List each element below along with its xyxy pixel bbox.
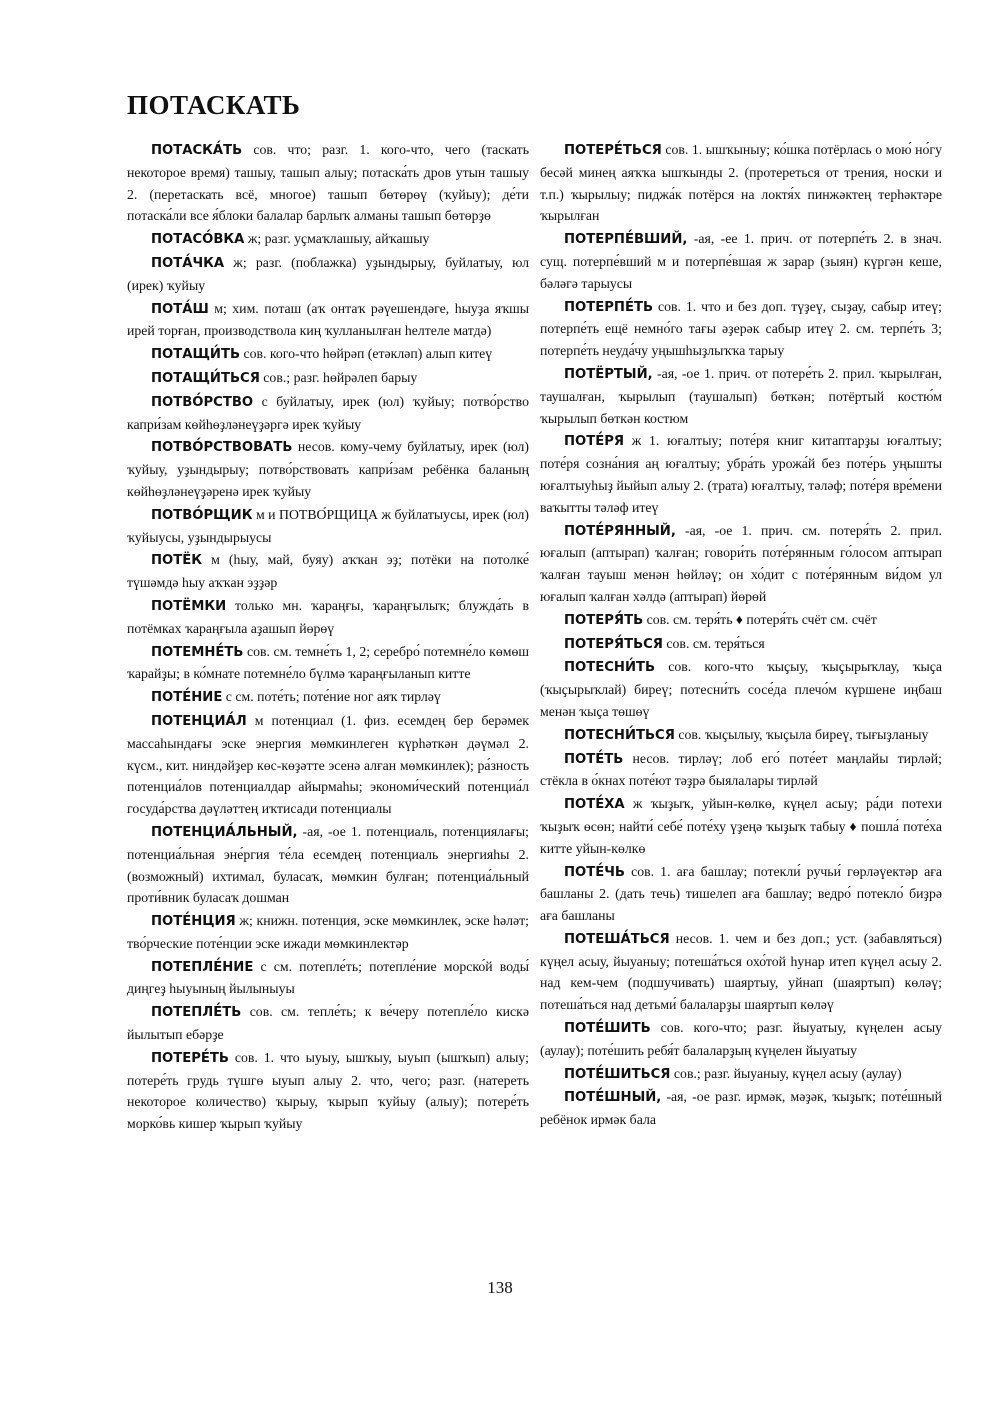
entry-headword: ПОТЕРПЕ́ВШИЙ, [564, 232, 688, 248]
entry-headword: ПОТЕРЕ́ТЬСЯ [564, 143, 662, 158]
dictionary-entry [127, 595, 529, 640]
entry-headword: ПОТЕМНЕ́ТЬ [151, 644, 244, 660]
dictionary-entry [127, 1047, 529, 1135]
dictionary-entry [540, 1086, 942, 1131]
entry-definition: сов. кого-что ҡыҫыу, ҡыҫырыҡлау, ҡыҫа (ҡыҫырыҡлай) биреү; потесни́ть сосе́да плечо́м күршене иңбаш менән ҡыҫа төшөү [540, 659, 942, 719]
entry-definition: м и ПОТВО́РЩИЦА ж буйлатыусы, ирек (юл) ҡуйыусы, уҙындырыусы [127, 506, 529, 545]
entry-headword: ПОТЁК [151, 553, 203, 569]
entry-headword: ПОТЕНЦИА́Л [151, 713, 247, 729]
entry-definition: сов. см. теря́ться [662, 635, 765, 651]
dictionary-entry [127, 956, 529, 1001]
entry-headword: ПОТЕ́ЧЬ [564, 864, 625, 880]
entry-definition: несов. 1. чем и без доп.; уст. (забавляться) күңел асыу, йыуаныу; потеша́ться охо́той һунар итеп күңел асыу 2. над кем-чем (подшучивать) шаяртыу, уйнап (шаяртып) көләү; потеша́ться над детьми́ балаларҙы шаяртып көләү [540, 930, 942, 1013]
entry-headword: ПОТЕСНИ́ТЬСЯ [564, 727, 675, 743]
dictionary-entry [540, 520, 942, 608]
entry-headword: ПОТАСО́ВКА [151, 232, 245, 248]
dictionary-entry [127, 252, 529, 297]
dictionary-entry [540, 724, 942, 747]
entry-definition: сов. что; разг. 1. кого-что, чего (таскать некоторое время) ташыу, ташып алыу; потаска́ть дров утын ташыу 2. (перетаскать всё, многое) ташып бөтөрөү (ҡуйыу); де́ти потаска́ли все я́блоки балалар барлыҡ алманы ташып бөтөрҙө [127, 142, 529, 224]
entry-headword: ПОТЕРЯ́ТЬСЯ [564, 636, 663, 652]
entry-headword: ПОТЕСНИ́ТЬ [564, 660, 656, 676]
dictionary-entry [540, 1017, 942, 1062]
entry-headword: ПОТЁМКИ [151, 598, 227, 614]
entry-definition: сов. 1. аға башлау; потекли́ ручьи́ гөрләүектәр аға башланы 2. (дать течь) тишелеп аға башлау; ведро́ потекло́ биҙрә аға башланы [540, 863, 942, 924]
entry-definition: несов. кому-чему буйлатыу, ирек (юл) ҡуйыу, уҙындырыу; потво́рствовать капри́зам ребёнка баланың көйһөҙләнеүҙәренә ирек ҡуйыу [127, 439, 529, 499]
entry-definition: м (һыу, май, буяу) аҡҡан эҙ; потёки на потолке́ түшәмдә һыу аҡҡан эҙҙәр [127, 552, 529, 591]
dictionary-entry [540, 928, 942, 1016]
dictionary-entry [127, 1001, 529, 1046]
dictionary-entry [127, 343, 529, 366]
entry-definition: только мн. ҡараңғы, ҡараңғылыҡ; блужда́ть в потёмках ҡараңғыла аҙашып йөрөү [127, 597, 529, 636]
entry-definition: сов. 1. что ыуыу, ышҡыу, ыуып (ышҡып) алыу; потере́ть грудь түшгө ыуып алыу 2. что, чего; разг. (натереть некоторое количество) ҡырыу, ҡырып ҡуйыу (алыу); потере́ть морко́вь кишер ҡырып ҡуйыу [127, 1049, 529, 1132]
entry-definition: сов. ҡыҫылыу, ҡыҫыла биреү, тығыҙланыу [674, 726, 929, 742]
dictionary-entry [540, 1063, 942, 1086]
dictionary-entry [540, 793, 942, 859]
dictionary-entry [127, 228, 529, 251]
entry-headword: ПОТА́Ш [151, 301, 209, 317]
entry-headword: ПОТЕПЛЕ́НИЕ [151, 959, 254, 975]
dictionary-entry [540, 748, 942, 793]
entry-headword: ПОТВО́РСТВО [151, 394, 254, 410]
dictionary-entry [127, 641, 529, 686]
entry-definition: -ая, -ое 1. прич. см. потеря́ть 2. прил. юғалып (аптырап) ҡалған; говори́ть поте́рянным го́лосом аптырап ҡалған тауыш менән һөйләү; он хо́дит с поте́рянным ви́дом ул юғалып ҡалған хәлдә (аптырап) йөрөй [540, 522, 942, 604]
entry-headword: ПОТЕ́ШИТЬСЯ [564, 1066, 671, 1082]
entry-definition: сов.; разг. һөйрәлеп барыу [259, 369, 418, 385]
entry-headword: ПОТЕРПЕ́ТЬ [564, 299, 654, 315]
entry-headword: ПОТЕ́ШНЫЙ, [564, 1090, 662, 1106]
dictionary-entry [127, 504, 529, 549]
dictionary-entry [540, 633, 942, 656]
entry-definition: -ая, -ое разг. ирмәк, мәҙәк, ҡыҙыҡ; поте́шный ребёнок ирмәк бала [540, 1089, 942, 1128]
entry-headword: ПОТЕРЯ́ТЬ [564, 612, 644, 628]
entry-definition: с буйлатыу, ирек (юл) ҡуйыу; потво́рство капри́зам көйһөҙләнеүҙәргә ирек ҡуйыу [127, 393, 529, 432]
entry-definition: м; хим. поташ (аҡ онтаҡ рәүешендәге, һыуҙа яҡшы ирей торған, производствола киң ҡулланылған һелтеле матдә) [127, 300, 529, 339]
dictionary-entry [127, 910, 529, 955]
dictionary-entry [127, 821, 529, 909]
entry-headword: ПОТАСКА́ТЬ [151, 143, 243, 158]
entry-headword: ПОТЕ́ШИТЬ [564, 1021, 651, 1037]
entry-headword: ПОТАЩИ́ТЬ [151, 347, 241, 363]
entry-headword: ПОТЕ́РЯ [564, 434, 625, 450]
dictionary-entry [540, 139, 942, 227]
dictionary-entry [540, 430, 942, 518]
entry-headword: ПОТАЩИ́ТЬСЯ [151, 370, 260, 386]
dictionary-entry [127, 686, 529, 709]
entry-definition: сов.; разг. йыуаныу, күңел асыу (аулау) [670, 1065, 902, 1081]
entry-definition: сов. кого-что һөйрәп (етәкләп) алып китеү [240, 346, 493, 362]
entry-definition: несов. тирләү; лоб его́ поте́ет маңлайы тирләй; стёкла в о́кнах поте́ют тәҙрә быялалары тирләй [540, 750, 942, 789]
entry-headword: ПОТЕ́РЯННЫЙ, [564, 523, 676, 539]
entry-definition: сов. кого-что; разг. йыуатыу, күңелен асыу (аулау); поте́шить ребя́т балаларҙың күңелен йыуатыу [540, 1020, 942, 1058]
entry-definition: сов. см. тепле́ть; к ве́черу потепле́ло кискә йылытып ебәрҙе [127, 1004, 529, 1043]
entry-headword: ПОТВО́РЩИК [151, 507, 253, 523]
dictionary-entry [540, 609, 942, 632]
page-number: 138 [487, 1278, 513, 1297]
dictionary-entry [127, 436, 529, 502]
dictionary-entry [127, 367, 529, 390]
entry-headword: ПОТЕ́НИЕ [151, 690, 223, 706]
entry-definition: сов. см. темне́ть 1, 2; серебро́ потемне́ло көмөш ҡарайҙы; в ко́мнате потемне́ло бүлмә ҡараңғыланып китте [127, 643, 529, 682]
entry-definition: ж; разг. (поблажка) уҙындырыу, буйлатыу, юл (ирек) ҡуйыу [127, 254, 529, 293]
entry-definition: -ая, -ее 1. прич. от потерпе́ть 2. в знач. сущ. потерпе́вший м и потерпе́вшая ж зарар (зыян) күргән кеше, бәләгә тарыусы [540, 231, 942, 291]
dictionary-entry [127, 710, 529, 820]
left-column [127, 139, 529, 1136]
dictionary-entry [127, 298, 529, 343]
entry-headword: ПОТЕНЦИА́ЛЬНЫЙ, [151, 824, 298, 840]
entry-definition: сов. 1. что и без доп. түҙеү, сыҙау, сабыр итеү; потерпе́ть ещё немно́го тағы әҙерәк сабыр итеү 2. см. терпе́ть 3; потерпе́ть неуда́чу уңышһыҙлыҡҡа тарыу [540, 298, 942, 359]
entry-definition: ж; книжн. потенция, эске мөмкинлек, эске һәләт; тво́рческие поте́нции эске ижади мөмкинлектәр [127, 913, 529, 951]
entry-definition: м потенциал (1. физ. есемдең бер берәмек массаһындағы эске энергия мөмкинлеген күрһәткән дәүмәл 2. күсм., кит. ниндәйҙер көс-көҙәтте эсенә алған мөмкинлек); ра́зность потенциа́лов потенциалдар айырмаһы; экономи́ческий потенциа́л госуда́рства дәүләттең иҡтисади потенциалы [127, 712, 529, 817]
entry-definition: ж 1. юғалтыу; поте́ря книг китаптарҙы юғалтыу; поте́ря созна́ния аң юғалтыу; убра́ть урожа́й без поте́рь уңышты юғалтыуһыҙ йыйып алыу 2. (трата) юғалтыу, тәләф; поте́ря вре́мени ваҡытты тәләф итеү [540, 433, 942, 515]
dictionary-entry [127, 549, 529, 594]
entry-definition: -ая, -ое 1. потенциаль, потенциялағы; потенциа́льная эне́ргия те́ла есемдең потенциаль энергияһы 2. (возможный) ихтимал, буласаҡ, мөмкин булған; потенциа́льный проти́вник буласаҡ дошман [127, 823, 529, 906]
entry-definition: ж ҡыҙыҡ, уйын-көлкө, күңел асыу; ра́ди потехи ҡыҙыҡ өсөн; найти́ себе́ поте́ху үҙеңә ҡыҙыҡ табыу ♦ пошла́ поте́ха китте уйын-көлкө [540, 796, 942, 856]
entry-headword: ПОТЕРЕ́ТЬ [151, 1050, 229, 1066]
dictionary-entry [540, 363, 942, 429]
entry-definition: с см. потепле́ть; потепле́ние морско́й воды́ диңгеҙ һыуының йылыныуы [127, 958, 529, 997]
dictionary-entry [127, 391, 529, 436]
entry-headword: ПОТЕ́НЦИЯ [151, 914, 236, 930]
right-column [540, 139, 942, 1132]
dictionary-entry [540, 228, 942, 294]
dictionary-entry [540, 656, 942, 722]
entry-headword: ПОТА́ЧКА [151, 255, 225, 271]
dictionary-entry [540, 861, 942, 927]
entry-headword: ПОТЁРТЫЙ, [564, 366, 653, 382]
entry-definition: с см. поте́ть; поте́ние ног аяҡ тирләү [222, 689, 441, 705]
dictionary-entry [540, 296, 942, 362]
entry-definition: -ая, -ое 1. прич. от потере́ть 2. прил. ҡырылған, таушалған, ҡырылып (таушалып) бөткән; потёртый костю́м ҡырылып бөткән костюм [540, 365, 942, 426]
entry-definition: сов. см. теря́ть ♦ потеря́ть счёт см. счёт [643, 611, 877, 627]
entry-definition: сов. 1. ышҡыныу; ко́шка потёрлась о мою́ но́гу бесәй минең аяҡҡа ышҡынды 2. (протереться от трения, носки и т.п.) ҡырылыу; пиджа́к потёрся на локтя́х пинжәктең терһәктәре ҡырылған [540, 142, 942, 224]
entry-headword: ПОТЕПЛЕ́ТЬ [151, 1005, 242, 1021]
entry-headword: ПОТЕ́ТЬ [564, 751, 624, 767]
entry-headword: ПОТВО́РСТВОВАТЬ [151, 440, 293, 456]
dictionary-entry [127, 139, 529, 227]
running-head: ПОТАСКАТЬ [127, 90, 301, 120]
entry-headword: ПОТЕША́ТЬСЯ [564, 931, 670, 947]
entry-headword: ПОТЕ́ХА [564, 797, 625, 813]
entry-definition: ж; разг. уҫмаҡлашыу, айҡашыу [244, 231, 430, 247]
